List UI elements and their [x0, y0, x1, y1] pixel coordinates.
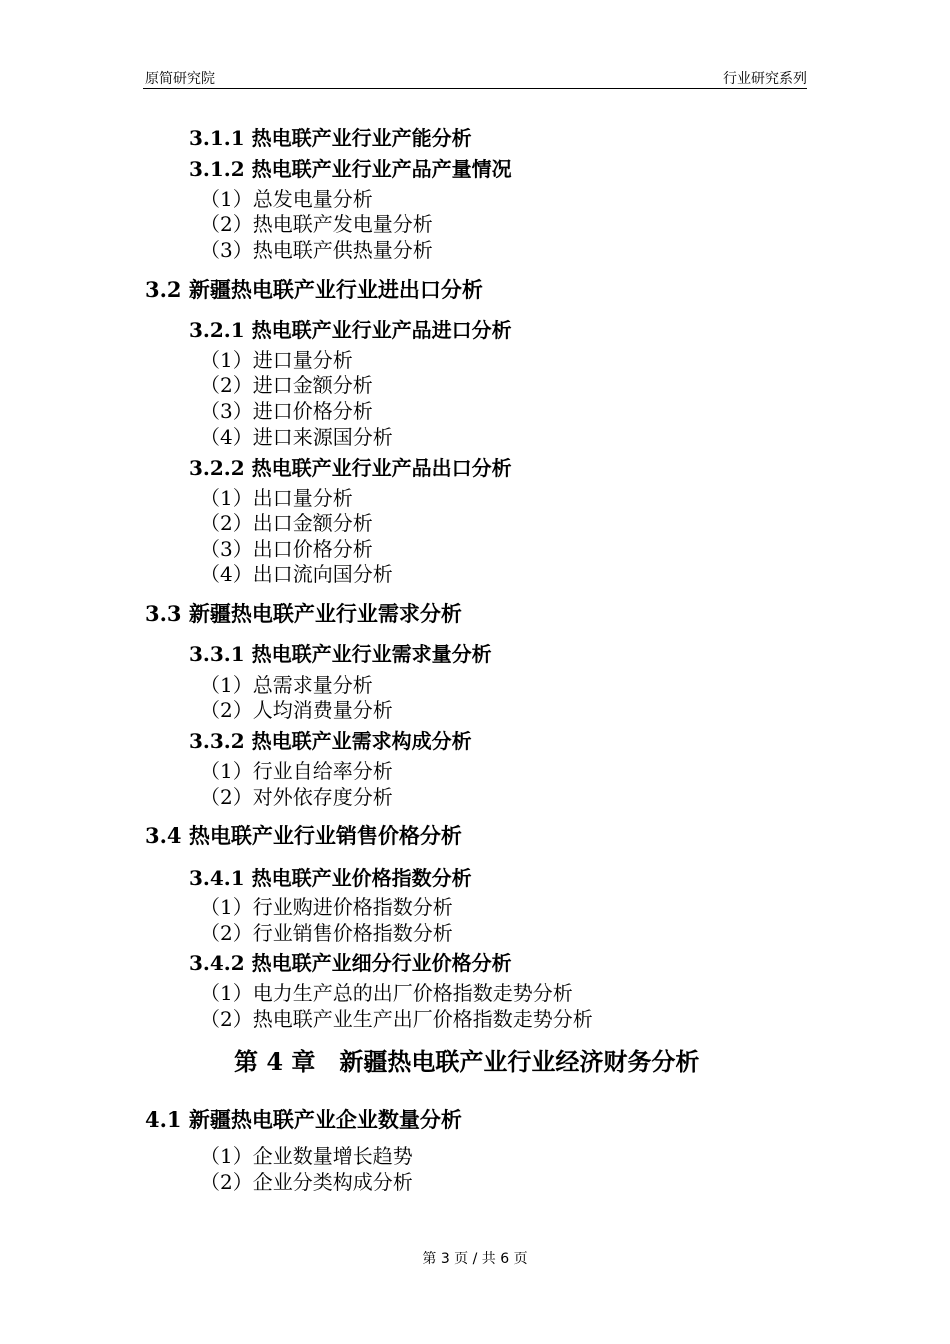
toc-item: （2）热电联产发电量分析 [200, 212, 433, 236]
toc-subsection: 3.2.1 热电联产业行业产品进口分析 [189, 318, 512, 342]
toc-subsection: 3.1.2 热电联产业行业产品产量情况 [189, 157, 512, 181]
toc-item: （1）总需求量分析 [200, 673, 373, 697]
toc-item: （2）企业分类构成分析 [200, 1170, 413, 1194]
toc-item: （2）进口金额分析 [200, 373, 373, 397]
toc-item: （1）行业购进价格指数分析 [200, 895, 453, 919]
toc-item: （3）出口价格分析 [200, 537, 373, 561]
toc-section: 4.1 新疆热电联产业企业数量分析 [145, 1107, 462, 1132]
toc-chapter: 第 4 章 新疆热电联产业行业经济财务分析 [234, 1047, 700, 1076]
toc-item: （1）进口量分析 [200, 348, 353, 372]
toc-section: 3.4 热电联产业行业销售价格分析 [145, 823, 462, 848]
toc-item: （3）热电联产供热量分析 [200, 238, 433, 262]
toc-item: （2）人均消费量分析 [200, 698, 393, 722]
toc-item: （4）进口来源国分析 [200, 425, 393, 449]
toc-subsection: 3.3.1 热电联产业行业需求量分析 [189, 642, 492, 666]
page-header-left: 原简研究院 [145, 71, 215, 87]
toc-subsection: 3.3.2 热电联产业需求构成分析 [189, 729, 472, 753]
toc-item: （2）出口金额分析 [200, 511, 373, 535]
toc-item: （4）出口流向国分析 [200, 562, 393, 586]
toc-subsection: 3.1.1 热电联产业行业产能分析 [189, 126, 472, 150]
toc-item: （1）企业数量增长趋势 [200, 1144, 413, 1168]
toc-section: 3.2 新疆热电联产业行业进出口分析 [145, 277, 483, 302]
toc-item: （2）热电联产业生产出厂价格指数走势分析 [200, 1007, 593, 1031]
header-divider [143, 88, 807, 89]
toc-item: （2）行业销售价格指数分析 [200, 921, 453, 945]
toc-item: （3）进口价格分析 [200, 399, 373, 423]
toc-subsection: 3.4.2 热电联产业细分行业价格分析 [189, 951, 512, 975]
toc-item: （2）对外依存度分析 [200, 785, 393, 809]
toc-subsection: 3.4.1 热电联产业价格指数分析 [189, 866, 472, 890]
toc-item: （1）总发电量分析 [200, 187, 373, 211]
toc-item: （1）行业自给率分析 [200, 759, 393, 783]
toc-section: 3.3 新疆热电联产业行业需求分析 [145, 601, 462, 626]
toc-item: （1）出口量分析 [200, 486, 353, 510]
page-footer: 第 3 页 / 共 6 页 [422, 1251, 528, 1267]
toc-item: （1）电力生产总的出厂价格指数走势分析 [200, 981, 573, 1005]
page-header-right: 行业研究系列 [723, 71, 807, 87]
toc-subsection: 3.2.2 热电联产业行业产品出口分析 [189, 456, 512, 480]
